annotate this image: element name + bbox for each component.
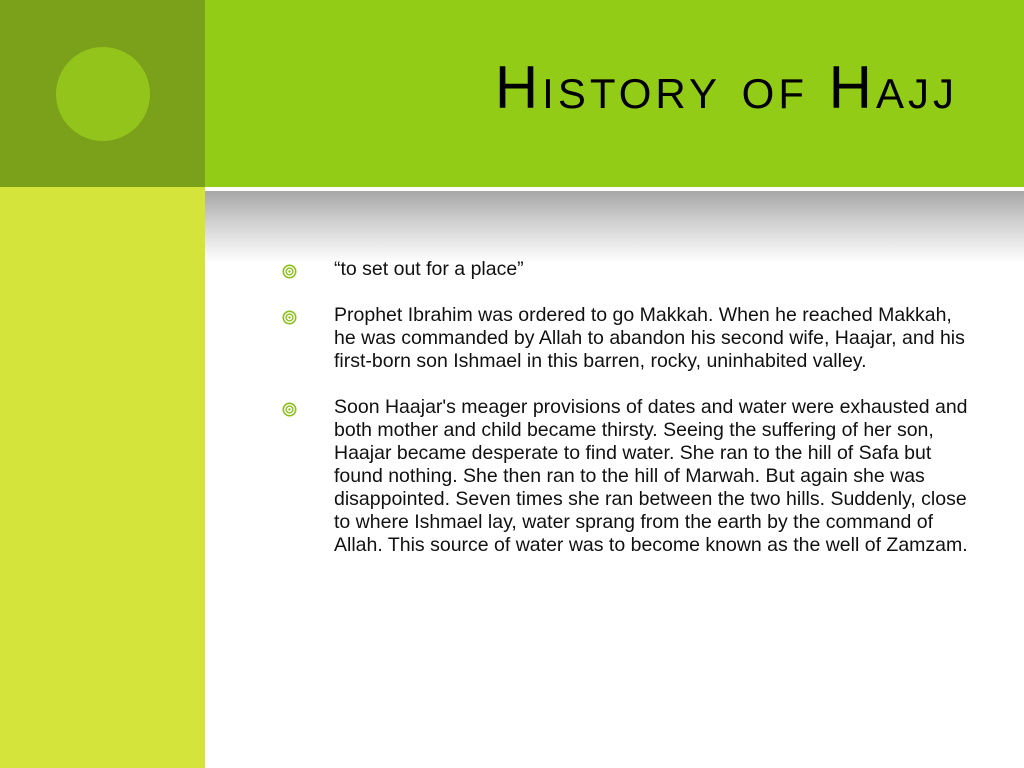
bullet-text: Prophet Ibrahim was ordered to go Makkah. When he reached Makkah, he was commanded by Allah to abandon his second wife, Haajar, and his first-born son Ishmael in this barren, rocky, uninhabited valley. xyxy=(334,304,965,372)
bullet-item xyxy=(282,258,972,281)
concentric-circle-bullet-icon xyxy=(282,264,297,279)
bullet-item xyxy=(282,396,972,557)
circle-ornament xyxy=(56,47,150,141)
bullet-text: “to set out for a place” xyxy=(334,258,524,280)
corner-block xyxy=(0,0,205,187)
slide-title: History of Hajj xyxy=(494,54,958,121)
bullet-text: Soon Haajar's meager provisions of dates and water were exhausted and both mother and child became thirsty. Seeing the suffering of her son, Haajar became desperate to find water. She ran to the hill of Safa but found nothing. She then ran to the hill of Marwah. But again she was disappointed. Seven times she ran between the two hills. Suddenly, close to where Ishmael lay, water sprang from the earth by the command of Allah. This source of water was to become known as the well of Zamzam. xyxy=(334,396,968,556)
concentric-circle-bullet-icon xyxy=(282,310,297,325)
gray-gradient-band xyxy=(205,191,1024,263)
concentric-circle-bullet-icon xyxy=(282,402,297,417)
side-bar xyxy=(0,187,205,768)
bullet-list xyxy=(282,258,972,580)
bullet-item xyxy=(282,304,972,373)
